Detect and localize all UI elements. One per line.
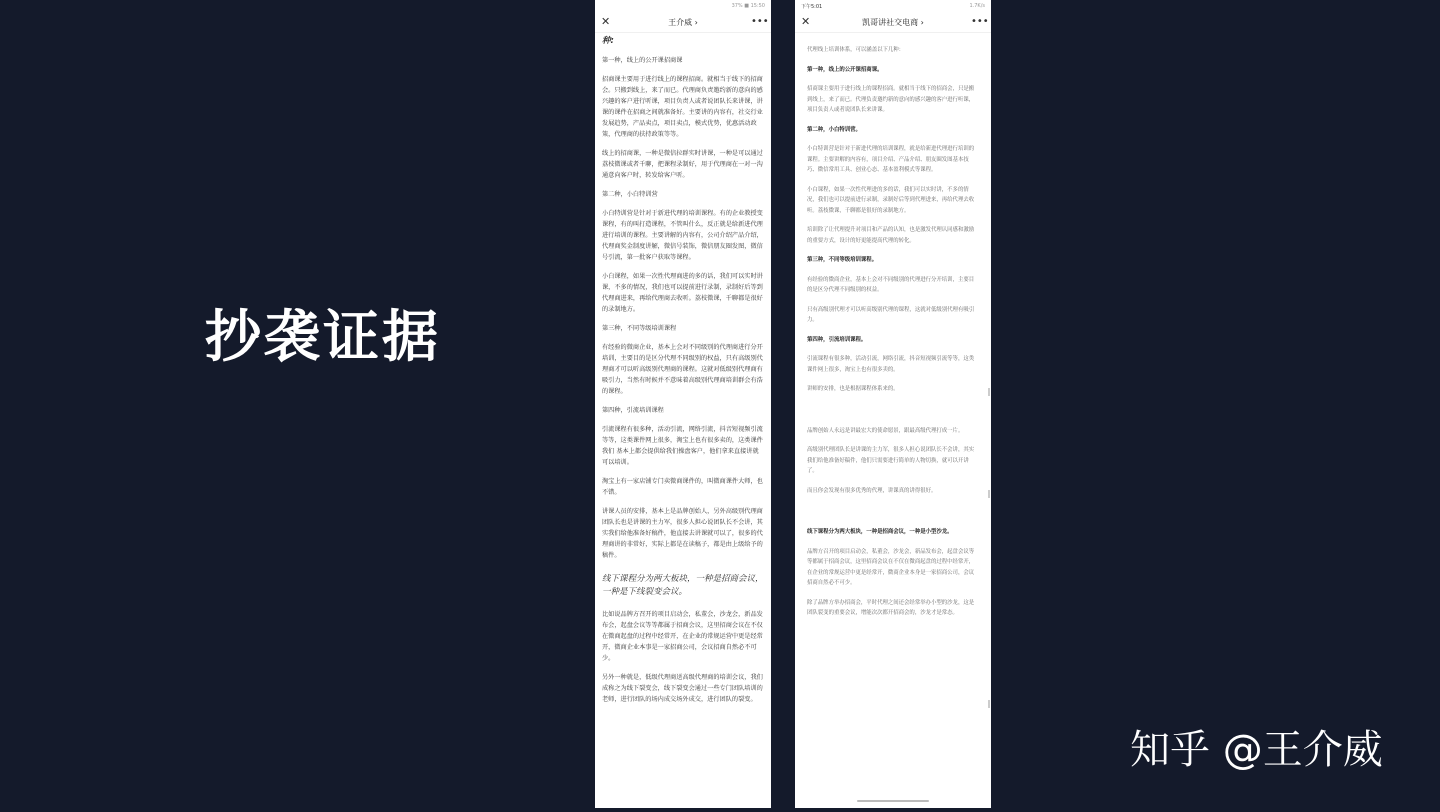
paragraph: 第二种，小白特训营 (602, 191, 658, 198)
paragraph: 讲师的安排，也是根据课程体系来的。 (807, 386, 899, 392)
paragraph: 第四种，引流培训课程 (602, 407, 664, 414)
paragraph: 小白课程，如果一次性代理进的多的话，我们可以实时讲，不多的情况，我们也可以提前进行录制，录制好后等到代理进来，再给代理去收听。荔枝微课，千聊都是很好的录制地方。 (807, 186, 975, 214)
paragraph: 引流课程有很多种，活动引流，网络引流，抖音短视频引流等等，这类课件网上很多，淘宝上也有很多卖的。 (807, 356, 975, 373)
close-icon[interactable]: ✕ (601, 15, 611, 28)
status-right: 37% ■ 15:50 (731, 3, 765, 9)
paragraph: 第一种，线上的公开课招商课 (602, 57, 683, 64)
paragraph: 淘宝上有一家店铺专门卖微商课件的，叫微商课件大师，也不错。 (602, 478, 763, 496)
paragraph: 招商课主要用于进行线上的课程招商。就相当于线下的招商会，只是搬到线上，来了而已。代理负责邀约新的意向的感兴趣的客户进行听课，项目负责人或者说团队长来讲课。 (807, 86, 975, 113)
section-heading: 种: (602, 36, 614, 46)
paragraph: 除了品牌方举办招商会，平时代理之间还会经常举办小型的沙龙，这是团队裂变的重要会议，增能次次都开招商会的，沙龙才是常态。 (807, 599, 975, 616)
section-heading: 第四种，引流培训课程。 (807, 336, 867, 343)
paragraph: 小白特训营是针对于新进代理的培训课程，就是给新进代理进行培训的课程。主要讲解的内容有，项目介绍、产品介绍、朋友圈发图基本技巧、微信常用工具、创业心态、基本盈利模式等课程。 (807, 146, 975, 173)
more-icon[interactable]: ••• (751, 16, 769, 27)
paragraph: 线上的招商课，一种是微信拉群实时讲课，一种是可以通过荔枝微课或者千聊，把课程录制好，用于代理商在一对一沟通意向客户时，转发给客户听。 (602, 150, 763, 179)
section-heading: 第一种，线上的公开课招商课。 (807, 66, 883, 73)
paragraph: 小白课程，如果一次性代理商进的多的话，我们可以实时讲课，不多的情况，我们也可以提前进行录制，录制好后等到代理商进来，再给代理商去收听。荔枝微课，千聊都是很好的录制地方。 (602, 273, 763, 313)
watermark-text: 知乎 @王介威 (1130, 727, 1383, 773)
article-navbar (795, 12, 991, 33)
paragraph: 引流课程有很多种，活动引流，网络引流，抖音短视频引流等等，这类课件网上很多，淘宝上也有很多卖的，这类课件我们 基本上都会提供给我们操盘客户，他们拿来直接讲就可以培训。 (602, 426, 763, 466)
paragraph: 讲课人员的安排，基本上是品牌创始人，另外高级别代理商团队长也是讲课的主力军，很多人担心说团队长不会讲，其实我们给他准备好稿件，他直接去讲课就可以了，很多的代理商讲的非常好，实际上都是在读稿子，都是由上级给予的稿件。 (602, 508, 763, 559)
close-icon[interactable]: ✕ (801, 15, 811, 28)
left-phone-screenshot (595, 0, 771, 808)
paragraph: 另外一种就是，低级代理商送高级代理商的培训会议，我们成称之为线下裂变会，线下裂变会通过一些专门团队培训的老师，进行团队的场内成交场外成交，进行团队的裂变。 (602, 674, 763, 703)
section-heading: 第三种，不同等级培训课程。 (807, 257, 878, 263)
paragraph: 高级别代理团队长是讲课的主力军，很多人担心说团队长不会讲，其实我们给他准备好稿件，他们只需要进行简单的人物切换，就可以开讲了。 (807, 447, 975, 474)
paragraph: 比如说品牌方召开的项目启动会，私董会，沙龙会，新品发布会，起盘会议等等都属于招商会议，这里招商会议在不仅在微商起盘的过程中经常开，在企业的常规运营中更是经常开，微商企业本事是一家招商公司，会议招商自然必不可少。 (602, 611, 763, 662)
author-title[interactable]: 凯哥讲社交电商 › (862, 17, 924, 27)
paragraph: 招商课主要用于进行线上的课程招商。就相当于线下的招商会。只搬到线上，来了而已。代理商负责邀约新的意向的感兴趣的客户进行听课，项目负责人或者说团队长来讲课，讲课的课件在招商之间就准备好。主要讲的内容有，社交行业发展趋势，产品卖点，项目卖点，模式优势，优惠活动政策，代理商的扶持政策等等。 (602, 76, 763, 138)
scroll-indicator (988, 388, 990, 396)
paragraph: 有经验的微商企业，基本上会对不同级别的代理进行分开培训，主要目的是区分代理不同级别的权益。 (807, 276, 975, 293)
article-navbar (595, 12, 771, 33)
home-indicator (857, 800, 929, 802)
slide-title: 抄袭证据 (205, 305, 441, 370)
status-right: 1.7K/s (969, 3, 985, 9)
paragraph: 而且你会发现有很多优秀的代理，讲课真的讲得很好。 (807, 487, 937, 494)
author-title[interactable]: 王介威 › (668, 17, 698, 27)
status-bar (595, 0, 771, 12)
status-time: 下午5:01 (801, 3, 823, 10)
big-heading: 线下课程分为两大板块，一种是招商会议，一种是下线裂变会议。 (602, 574, 764, 597)
scroll-indicator (988, 490, 990, 498)
article-content (595, 35, 771, 705)
paragraph: 有经验的微商企业，基本上会对不同级别的代理商进行分开培训，主要目的是区分代理不同级别的权益，只有高级别代理商才可以听高级别代理商的课程。这就对低级别代理商有吸引力，当然有时候并不意味着高级别代理商培训群会有浩的课程。 (602, 344, 763, 395)
paragraph: 品牌创始人永远是讲最宏大的使命愿景，跟最高级代理打成一片。 (807, 427, 964, 434)
status-bar (795, 0, 991, 12)
paragraph: 培训除了让代理提升对项目和产品的认知，也是激发代理认同感和激励的重要方式，设计的好更能提高代理的转化。 (807, 227, 975, 244)
right-phone-screenshot (795, 0, 991, 808)
paragraph: 第三种，不同等级培训课程 (602, 325, 677, 332)
paragraph: 品牌方召开的项目启动会，私董会，沙龙会，新品发布会，起盘会议等等都属于招商会议，这里招商会议在不仅在微商起盘的过程中经常开，在企业的常规运营中更是经常开，微商企业本身是一家招商公司，会议招商自然必不可少。 (807, 548, 975, 586)
section-heading: 第二种，小白特训营。 (807, 126, 861, 133)
section-heading: 线下课程分为两大板块，一种是招商会议，一种是小型沙龙。 (807, 529, 953, 535)
more-icon[interactable]: ••• (971, 16, 989, 27)
paragraph: 只有高级别代理才可以听高级别代理的课程，这就对低级别代理有吸引力。 (807, 306, 975, 323)
paragraph: 代理线上培训体系，可以涵盖以下几种： (807, 47, 905, 53)
scroll-indicator (988, 700, 990, 708)
paragraph: 小白特训营是针对于新进代理的培训课程。有的企业教授变课程，有的叫打造课程，不管叫什么，反正就是给新进代理进行培训的课程。主要讲解的内容有，公司介绍产品介绍，代理商奖金制度讲解，微信号装饰，微信朋友圈发图，微信号引流，第一批客户获取等课程。 (602, 210, 763, 261)
article-content (795, 33, 991, 619)
